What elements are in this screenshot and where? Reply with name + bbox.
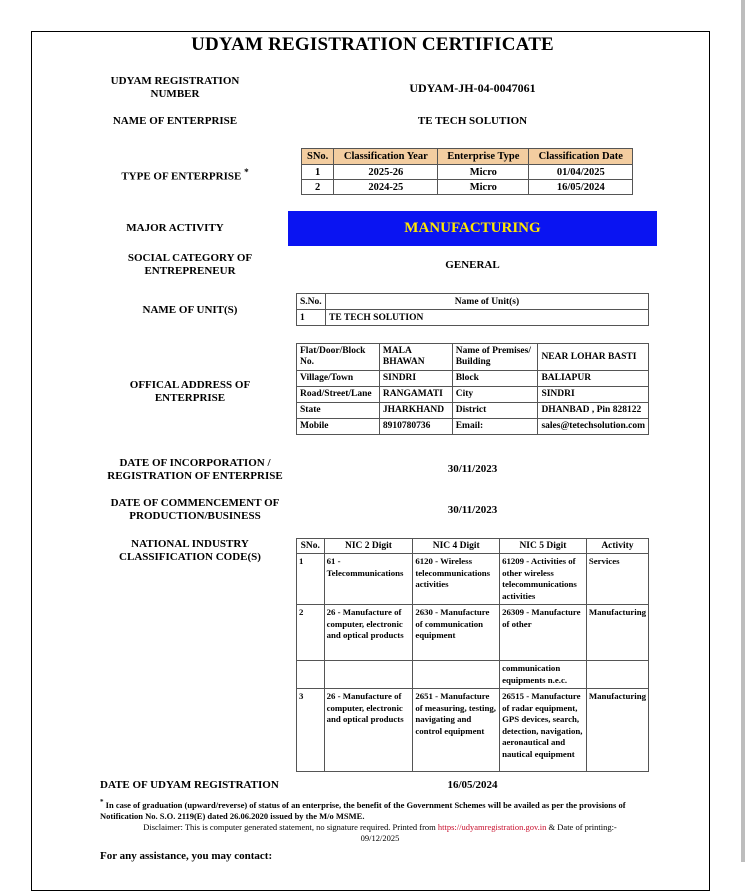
units-header-cell: S.No. <box>297 294 326 310</box>
official-address-label: OFFICAL ADDRESS OF ENTERPRISE <box>129 379 251 404</box>
classification-cell: 01/04/2025 <box>529 165 633 180</box>
nic-cell: 2 <box>297 605 325 661</box>
address-cell: RANGAMATI <box>379 387 452 403</box>
nic-row <box>297 661 649 689</box>
classification-header-cell: Enterprise Type <box>438 149 529 165</box>
address-table <box>296 343 649 435</box>
address-cell: NEAR LOHAR BASTI <box>538 344 649 371</box>
address-cell: Mobile <box>297 419 380 435</box>
classification-row <box>302 180 633 195</box>
incorporation-label: DATE OF INCORPORATION / REGISTRATION OF ENTERPRISE <box>107 457 283 482</box>
nic-cell: 3 <box>297 689 325 772</box>
nic-cell: 26 - Manufacture of computer, electronic and optical products <box>324 605 413 661</box>
udyam-date-value: 16/05/2024 <box>447 779 498 791</box>
nic-cell: 26 - Manufacture of computer, electronic and optical products <box>324 689 413 772</box>
nic-cell: communication equipments n.e.c. <box>500 661 587 689</box>
address-row <box>297 419 649 435</box>
reg-number-value: UDYAM-JH-04-0047061 <box>409 81 536 95</box>
enterprise-type-label <box>100 166 270 184</box>
address-cell: Flat/Door/Block No. <box>297 344 380 371</box>
classification-header-cell: Classification Date <box>529 149 633 165</box>
address-cell: 8910780736 <box>379 419 452 435</box>
classification-cell: 2024-25 <box>334 180 438 195</box>
units-table <box>296 293 649 326</box>
classification-row <box>302 165 633 180</box>
address-cell: City <box>452 387 538 403</box>
address-row <box>297 371 649 387</box>
social-category-label: SOCIAL CATEGORY OF ENTREPRENEUR <box>127 252 253 277</box>
enterprise-type-asterisk: * <box>244 167 249 177</box>
address-cell: SINDRI <box>379 371 452 387</box>
address-cell: Email: <box>452 419 538 435</box>
enterprise-name-value: TE TECH SOLUTION <box>417 115 528 127</box>
classification-cell: Micro <box>438 180 529 195</box>
classification-cell: 16/05/2024 <box>529 180 633 195</box>
disclaimer-prefix: Disclaimer: This is computer generated statement, no signature required. Printed from <box>143 822 436 832</box>
nic-cell: Services <box>586 554 648 605</box>
nic-cell: 61 - Telecommunications <box>324 554 413 605</box>
nic-header-cell: SNo. <box>297 539 325 554</box>
classification-table <box>301 148 633 195</box>
major-activity-banner: MANUFACTURING <box>288 211 657 246</box>
nic-cell: 2630 - Manufacture of communication equipment <box>413 605 500 661</box>
address-cell: District <box>452 403 538 419</box>
print-date: 09/12/2025 <box>360 833 400 843</box>
nic-row <box>297 689 649 772</box>
udyam-portal-link[interactable]: https://udyamregistration.gov.in <box>437 822 547 832</box>
nic-header-row <box>297 539 649 554</box>
certificate-title: UDYAM REGISTRATION CERTIFICATE <box>191 34 554 55</box>
enterprise-type-label-text: TYPE OF ENTERPRISE <box>121 170 242 183</box>
enterprise-name-label: NAME OF ENTERPRISE <box>112 115 238 127</box>
nic-header-cell: NIC 2 Digit <box>324 539 413 554</box>
classification-cell: 1 <box>302 165 334 180</box>
major-activity-label: MAJOR ACTIVITY <box>126 222 224 234</box>
address-row <box>297 344 649 371</box>
nic-cell <box>586 661 648 689</box>
nic-cell: Manufacturing <box>586 689 648 772</box>
nic-cell: 1 <box>297 554 325 605</box>
footnote <box>100 797 652 822</box>
classification-cell: 2 <box>302 180 334 195</box>
reg-number-label: UDYAM REGISTRATION NUMBER <box>110 75 240 100</box>
units-header-cell: Name of Unit(s) <box>326 294 649 310</box>
address-cell: Road/Street/Lane <box>297 387 380 403</box>
nic-row <box>297 554 649 605</box>
disclaimer-suffix: & Date of printing:- <box>548 822 617 832</box>
address-row <box>297 403 649 419</box>
units-cell: TE TECH SOLUTION <box>326 310 649 326</box>
nic-cell: 61209 - Activities of other wireless telecommunications activities <box>500 554 587 605</box>
address-cell: Village/Town <box>297 371 380 387</box>
disclaimer <box>100 822 660 844</box>
nic-cell: Manufacturing <box>586 605 648 661</box>
nic-header-cell: NIC 5 Digit <box>500 539 587 554</box>
address-cell: State <box>297 403 380 419</box>
units-cell: 1 <box>297 310 326 326</box>
social-category-value: GENERAL <box>445 259 500 271</box>
commencement-value: 30/11/2023 <box>447 504 498 516</box>
address-row <box>297 387 649 403</box>
address-cell: sales@tetechsolution.com <box>538 419 649 435</box>
nic-cell: 2651 - Manufacture of measuring, testing, navigating and control equipment <box>413 689 500 772</box>
nic-cell: 6120 - Wireless telecommunications activities <box>413 554 500 605</box>
unit-names-label: NAME OF UNIT(S) <box>142 304 238 316</box>
address-cell: JHARKHAND <box>379 403 452 419</box>
assistance-heading: For any assistance, you may contact: <box>100 850 273 862</box>
address-cell: Name of Premises/ Building <box>452 344 538 371</box>
udyam-date-label: DATE OF UDYAM REGISTRATION <box>100 779 279 791</box>
footnote-text: In case of graduation (upward/reverse) of status of an enterprise, the benefit of the Government Schemes will be availed as per the provisions of Notification No. S.O. 2119(E) dated 26.06.2020 issued by the M/o MSME. <box>100 799 626 821</box>
address-cell: SINDRI <box>538 387 649 403</box>
nic-cell: 26515 - Manufacture of radar equipment, GPS devices, search, detection, navigation, aeronautical and nautical equipment <box>500 689 587 772</box>
address-cell: DHANBAD , Pin 828122 <box>538 403 649 419</box>
nic-cell <box>297 661 325 689</box>
units-header-row <box>297 294 649 310</box>
classification-header-cell: SNo. <box>302 149 334 165</box>
nic-label: NATIONAL INDUSTRY CLASSIFICATION CODE(S) <box>119 538 261 563</box>
nic-cell <box>324 661 413 689</box>
nic-row <box>297 605 649 661</box>
units-row <box>297 310 649 326</box>
classification-header-cell: Classification Year <box>334 149 438 165</box>
nic-cell <box>413 661 500 689</box>
address-cell: Block <box>452 371 538 387</box>
address-cell: MALA BHAWAN <box>379 344 452 371</box>
incorporation-value: 30/11/2023 <box>447 463 498 475</box>
classification-header-row <box>302 149 633 165</box>
nic-table <box>296 538 649 772</box>
address-cell: BALIAPUR <box>538 371 649 387</box>
classification-cell: 2025-26 <box>334 165 438 180</box>
nic-cell: 26309 - Manufacture of other <box>500 605 587 661</box>
commencement-label: DATE OF COMMENCEMENT OF PRODUCTION/BUSINESS <box>110 497 280 522</box>
nic-header-cell: Activity <box>586 539 648 554</box>
classification-cell: Micro <box>438 165 529 180</box>
nic-header-cell: NIC 4 Digit <box>413 539 500 554</box>
footnote-asterisk: * <box>100 798 104 806</box>
